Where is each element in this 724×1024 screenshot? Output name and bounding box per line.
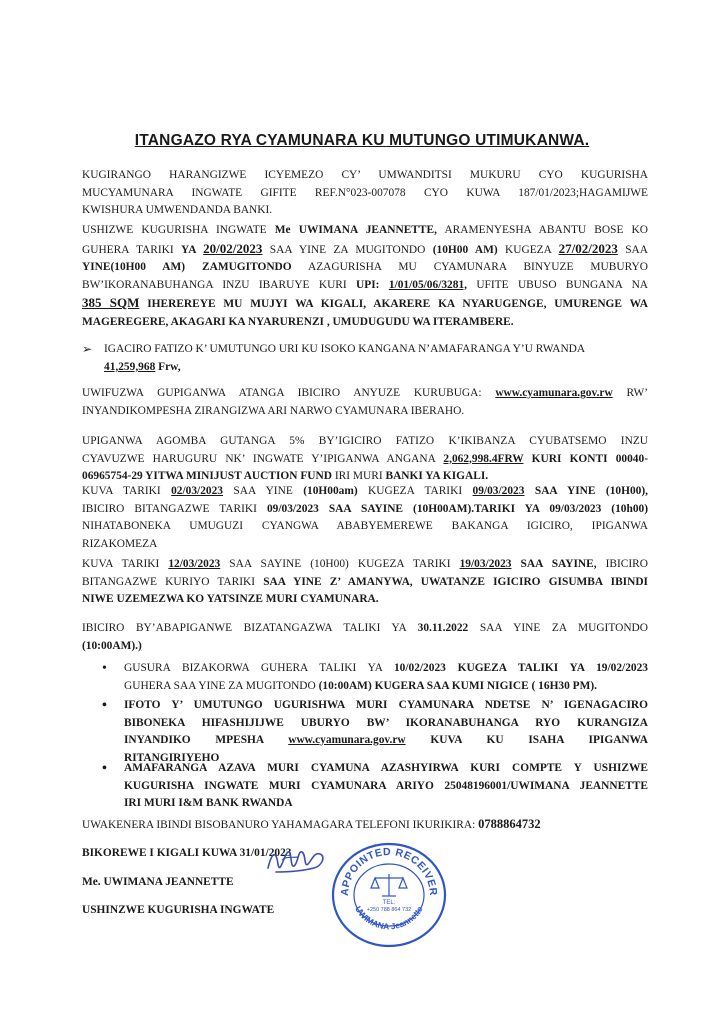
text-line: BW’IKORANABUHANGA INZU IBARUYE KURI UPI: 1/01/05/06/3281, UFITE UBUSO BUNGANA NA xyxy=(82,278,649,291)
handwritten-signature xyxy=(262,842,332,878)
paragraph-third-round xyxy=(82,556,648,609)
list-item-visit xyxy=(102,660,648,695)
website-link[interactable]: www.cyamunara.gov.rw xyxy=(288,734,406,746)
text-line: KUVA TARIKI 12/03/2023 SAA SAYINE (10H00) KUGEZA TARIKI 19/03/2023 SAA SAYINE, IBICIRO xyxy=(82,558,648,570)
text-line: 06965754-29 YITWA MINIJUST AUCTION FUND IRI MURI BANKI YA KIGALI. xyxy=(82,470,489,482)
stamp-bottom-text: UWIMANA Jeannette xyxy=(353,904,425,932)
paragraph-bidding-site xyxy=(82,385,648,420)
bullet-icon: • xyxy=(102,761,107,776)
stamp-tel-label: TEL: xyxy=(382,900,396,906)
text-line: IFOTO Y’ UMUTUNGO UGURISHWA MURI CYAMUNARA NDETSE N’ IGENAGACIRO xyxy=(124,699,648,711)
text-line: 41,259,968 Frw, xyxy=(104,360,181,373)
text-line: UWIFUZWA GUPIGANWA ATANGA IBICIRO ANYUZE KURUBUGA: www.cyamunara.gov.rw RW’ xyxy=(82,387,648,399)
text-line: NIWE UZEMEZWA KO YATSINZE MURI CYAMUNARA. xyxy=(82,593,379,605)
text-line: KUGURISHA INGWATE MURI CYAMUNARA ARIYO 25048196001/UWIMANA JEANNETTE xyxy=(124,779,648,792)
paragraph-second-round xyxy=(82,483,648,553)
website-link[interactable]: www.cyamunara.gov.rw xyxy=(495,387,613,399)
text-line: RIZAKOMEZA xyxy=(82,537,158,550)
text-line: IRI MURI I&M BANK RWANDA xyxy=(124,797,293,809)
paragraph-intro xyxy=(82,167,648,220)
arrow-bullet-icon: ➢ xyxy=(82,342,93,356)
text-line: GUHERA SAA YINE ZA MUGITONDO (10:00AM) KUGERA SAA KUMI NIGICE ( 16H30 PM). xyxy=(124,679,598,692)
text-line: YINE(10H00 AM) ZAMUGITONDO AZAGURISHA MU CYAMUNARA BINYUZE MUBURYO xyxy=(82,261,648,273)
appointed-receiver-stamp xyxy=(330,838,448,948)
text-line: MAGEREGERE, AKAGARI KA NYARURENZI , UMUDUGUDU WA ITERAMBERE. xyxy=(82,315,514,328)
text-line: MUCYAMUNARA INGWATE GIFITE REF.N°023-007078 CYO KUWA 187/01/2023;HAGAMIJWE xyxy=(82,186,648,199)
text-line: IBICIRO BY’ABAPIGANWE BIZATANGAZWA TALIKI YA 30.11.2022 SAA YINE ZA MUGITONDO xyxy=(82,622,648,634)
text-line: UPIGANWA AGOMBA GUTANGA 5% BY’IGICIRO FATIZO K’IKIBANZA CYUBATSEMO INZU xyxy=(82,435,648,447)
list-item-photo xyxy=(102,697,649,767)
place-date: BIKOREWE I KIGALI KUWA 31/01/2023 xyxy=(82,847,292,859)
paragraph-results xyxy=(82,620,648,655)
text-line: RITANGIRIYEHO xyxy=(124,751,220,764)
base-price-item xyxy=(82,341,648,376)
paragraph-announcement xyxy=(82,222,648,331)
text-line: KUGIRANGO HARANGIZWE ICYEMEZO CY’ UMWANDITSI MUKURU CYO KUGURISHA xyxy=(82,169,648,181)
text-line: INYANDIKO MPESHA www.cyamunara.gov.rw KUVA KU ISAHA IPIGANWA xyxy=(124,734,649,746)
text-line: KWISHURA UMWENDANDA BANKI. xyxy=(82,204,273,216)
signatory-name: Me. UWIMANA JEANNETTE xyxy=(82,876,234,888)
text-line: NIHATABONEKA UMUGUZI CYANGWA ABABYEMEREWE BAKANGA IGICIRO, IPIGANWA xyxy=(82,520,648,532)
stamp-top-text: APPOINTED RECEIVER xyxy=(338,845,440,897)
contact-line: UWAKENERA IBINDI BISOBANURO YAHAMAGARA TELEFONI IKURIKIRA: 0788864732 xyxy=(82,817,541,831)
text-line: CYAVUZWE HARUGURU NK’ INGWATE Y’IPIGANWA ANGANA 2,062,998.4FRW KURI KONTI 00040- xyxy=(82,452,648,465)
document-title: ITANGAZO RYA CYAMUNARA KU MUTUNGO UTIMUKANWA. xyxy=(134,132,590,149)
paragraph-deposit xyxy=(82,433,648,486)
list-item-payment xyxy=(102,760,648,813)
text-line: AMAFARANGA AZAVA MURI CYAMUNA AZASHYIRWA KURI COMPTE Y USHIZWE xyxy=(124,762,648,774)
text-line: IBICIRO BITANGAZWE TARIKI 09/03/2023 SAA SAYINE (10H00AM).TARIKI YA 09/03/2023 (10h00) xyxy=(82,502,649,515)
text-line: INYANDIKOMPESHA ZIRANGIZWA ARI NARWO CYAMUNARA IBERAHO. xyxy=(82,404,465,417)
text-line: GUHERA TARIKI YA 20/02/2023 SAA YINE ZA MUGITONDO (10H00 AM) KUGEZA 27/02/2023 SAA xyxy=(82,240,648,256)
text-line: (10:00AM).) xyxy=(82,639,142,652)
scales-icon xyxy=(371,874,407,896)
phone-number[interactable]: 0788864732 xyxy=(478,817,541,831)
text-line: IGACIRO FATIZO K’ UMUTUNGO URI KU ISOKO KANGANA N’AMAFARANGA Y’U RWANDA xyxy=(104,343,586,355)
text-line: BITANGAZWE KURIYO TARIKI SAA YINE Z’ AMANYWA, UWATANZE IGICIRO GISUMBA IBINDI xyxy=(82,575,648,588)
text-line: KUVA TARIKI 02/03/2023 SAA YINE (10H00am) KUGEZA TARIKI 09/03/2023 SAA YINE (10H00), xyxy=(82,485,648,497)
signatory-role: USHINZWE KUGURISHA INGWATE xyxy=(82,904,275,916)
text-line: BIBONEKA HIFASHIJIJWE UBURYO BW’ IKORANABUHANGA RYO KURANGIZA xyxy=(124,716,648,729)
text-line: GUSURA BIZAKORWA GUHERA TALIKI YA 10/02/2023 KUGEZA TALIKI YA 19/02/2023 xyxy=(124,662,648,674)
stamp-phone: +250 788 864 732 xyxy=(366,907,412,913)
bullet-icon: • xyxy=(102,698,107,713)
text-line: 385 SQM IHEREREYE MU MUJYI WA KIGALI, AKARERE KA NYARUGENGE, UMURENGE WA xyxy=(82,295,648,310)
text-line: USHIZWE KUGURISHA INGWATE Me UWIMANA JEANNETTE, ARAMENYESHA ABANTU BOSE KO xyxy=(82,224,649,236)
bullet-icon: • xyxy=(102,661,107,676)
